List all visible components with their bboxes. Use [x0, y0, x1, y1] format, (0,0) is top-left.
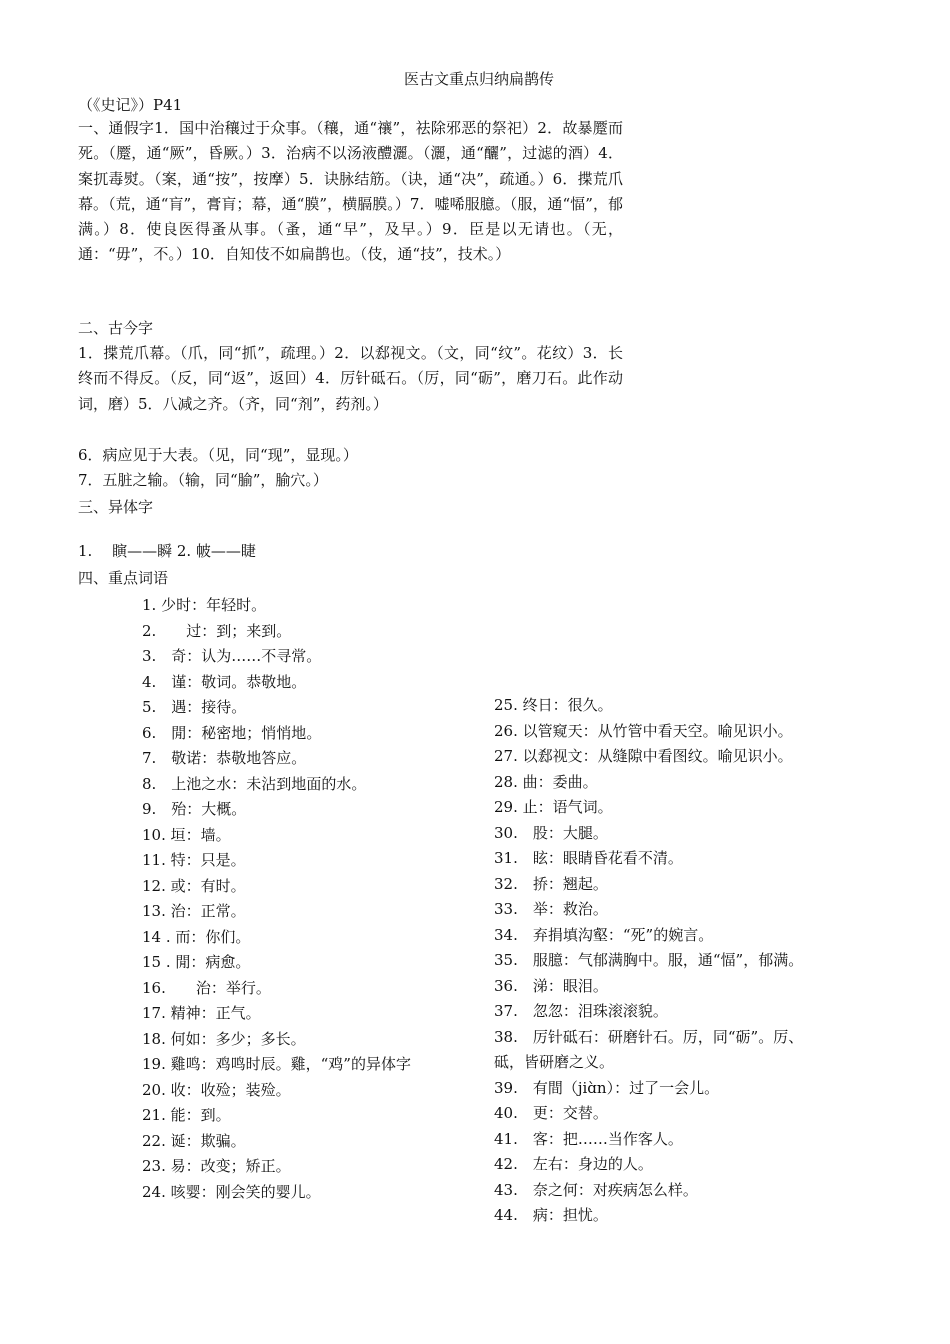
list-item: 6. 閒：秘密地；悄悄地。 [142, 723, 322, 742]
list-item: 40. 更：交替。 [494, 1104, 608, 1122]
list-item: 33. 举：救治。 [494, 900, 608, 918]
list-item: 20. 收：收殓；装殓。 [142, 1080, 291, 1099]
section-tongjiazi [78, 116, 623, 268]
list-item: 13. 治：正常。 [142, 902, 246, 920]
list-item: 17. 精神：正气。 [142, 1004, 261, 1022]
list-item: 7. 敬诺：恭敬地答应。 [142, 749, 307, 767]
source-reference: （《史记》）P41 [78, 96, 183, 114]
list-item: 16. 治：举行。 [142, 978, 271, 997]
list-item: 19. 雞鸣：鸡鸣时辰。雞，“鸡”的异体字 [142, 1055, 411, 1073]
section-heading-keywords: 四、重点词语 [78, 569, 169, 587]
list-item: 38. 厉针砥石：研磨针石。厉，同“砺”。厉、砥，皆研磨之义。 [494, 1027, 804, 1071]
list-item: 39. 有間（jiɑ̀n）：过了一会儿。 [494, 1078, 720, 1097]
list-item: 37. 忽忽：泪珠滚滚貌。 [494, 1002, 668, 1020]
yitizi-line-1: 1. 瞚——瞬 2. 帔——睫 [78, 542, 256, 560]
list-item: 22. 诞：欺骗。 [142, 1131, 246, 1150]
list-item: 31. 眩：眼睛昏花看不清。 [494, 849, 683, 867]
list-item: 18. 何如：多少；多长。 [142, 1029, 306, 1048]
section-gujinzi-body: 1．揲荒爪幕。（爪，同“抓”，疏理。）2．以郄视文。（文，同“纹”。花纹）3．长终而不得反。（反，同“返”，返回）4．厉针砥石。（厉，同“砺”，磨刀石。此作动词，磨）5．八减之齐。（齐，同“剂”，药剂。） [78, 344, 623, 413]
list-item: 43. 奈之何：对疾病怎么样。 [494, 1180, 698, 1199]
list-item: 10. 垣：墙。 [142, 825, 231, 844]
list-item: 15 . 閒：病愈。 [142, 953, 251, 971]
document-title: 医古文重点归纳扁鹊传 [404, 70, 555, 88]
list-item: 35. 服臆：气郁满胸中。服，通“愊”，郁满。 [494, 951, 804, 969]
list-item: 41. 客：把……当作客人。 [494, 1129, 683, 1148]
list-item: 9. 殆：大概。 [142, 800, 247, 818]
section-heading-gujinzi: 二、古今字 [78, 319, 154, 337]
list-item: 3. 奇：认为……不寻常。 [142, 647, 322, 665]
list-item: 30. 股：大腿。 [494, 823, 608, 842]
list-item: 2. 过：到；来到。 [142, 621, 292, 640]
list-item: 21. 能：到。 [142, 1106, 231, 1124]
list-item: 29. 止：语气词。 [494, 798, 613, 816]
gujinzi-line-7: 7．五脏之输。（输，同“腧”，腧穴。） [78, 471, 328, 489]
list-item: 26. 以管窥天：从竹管中看天空。喻见识小。 [494, 721, 793, 740]
list-item: 27. 以郄视文：从缝隙中看图纹。喻见识小。 [494, 747, 793, 765]
list-item: 42. 左右：身边的人。 [494, 1155, 653, 1173]
list-item: 36. 涕：眼泪。 [494, 976, 608, 995]
list-item: 25. 终日：很久。 [494, 696, 613, 714]
section-body: 1．国中治穰过于众事。（穰，通“禳”，祛除邪恶的祭祀）2．故暴蹷而死。（蹷，通“厥”，昏厥。）3．治病不以汤液醴灑。（灑，通“釃”，过滤的酒）4．案扤毒熨。（案，通“按”，按摩）5．诀脉结筋。（诀，通“决”，疏通。）6．揲荒爪幕。（荒，通“肓”，膏肓；幕，通“膜”，横膈膜。）7．嘘唏服臆。（服，通“愊”，郁满。）8．使良医得蚤从事。（蚤，通“早”，及早。）9．臣是以无请也。（无，通：“毋”，不。）10．自知伎不如扁鹊也。（伎，通“技”，技术。） [78, 119, 623, 264]
keyword-list-left [142, 593, 482, 1205]
gujinzi-line-6: 6．病应见于大表。（见，同“现”，显现。） [78, 446, 358, 464]
list-item: 8. 上池之水：未沾到地面的水。 [142, 774, 367, 793]
list-item: 34. 弃捐填沟壑：“死”的婉言。 [494, 925, 714, 944]
list-item: 28. 曲：委曲。 [494, 772, 598, 791]
list-item: 11. 特：只是。 [142, 851, 246, 869]
list-item: 23. 易：改变；矫正。 [142, 1157, 291, 1175]
list-item: 4. 谨：敬词。恭敬地。 [142, 672, 307, 691]
list-item: 44. 病：担忧。 [494, 1206, 608, 1224]
list-item: 1. 少时：年轻时。 [142, 596, 267, 614]
list-item: 5. 遇：接待。 [142, 698, 247, 716]
section-heading: 一、通假字 [78, 119, 155, 137]
list-item: 14 . 而：你们。 [142, 927, 251, 946]
section-heading-yitizi: 三、异体字 [78, 498, 154, 516]
list-item: 32. 挢：翘起。 [494, 874, 608, 893]
list-item: 24. 咳婴：刚会笑的婴儿。 [142, 1182, 321, 1201]
keyword-list-right [494, 693, 824, 1229]
list-item: 12. 或：有时。 [142, 876, 246, 895]
